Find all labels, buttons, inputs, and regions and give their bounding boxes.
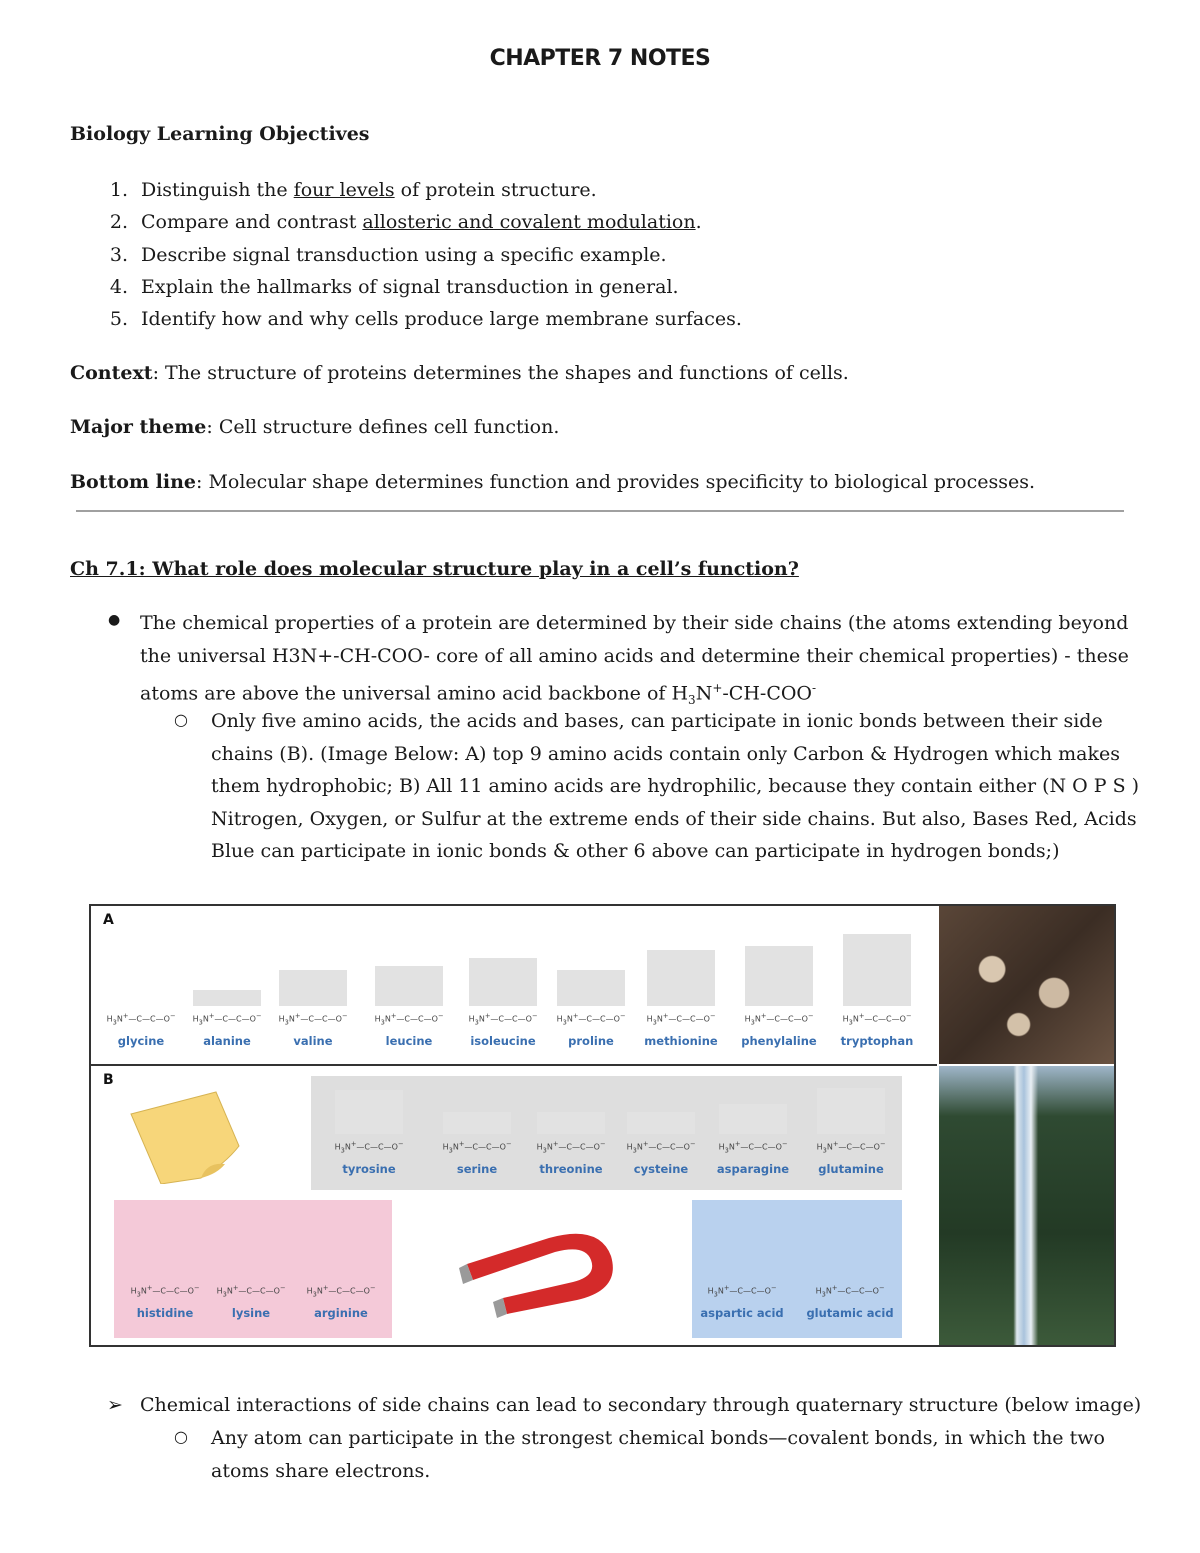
backbone-structure: $H_3N^+—C—C—O^-$ [815,1284,885,1299]
backbone-structure: $H_3N^+—C—C—O^-$ [374,1012,444,1027]
bullet-line: Any atom can participate in the strongest chemical bonds—covalent bonds, in which the two [211,1427,1105,1449]
objective-item [104,174,1144,206]
objective-number: 2. [109,211,128,234]
amino-acid-name: proline [568,1034,614,1048]
side-chain-box [627,1112,695,1134]
side-chain-box [537,1112,605,1134]
backbone-structure: $H_3N^+—C—C—O^-$ [192,1012,262,1027]
side-chain-box [375,966,443,1006]
side-chain-box [443,1112,511,1134]
backbone-structure: $H_3N^+—C—C—O^-$ [306,1284,376,1299]
backbone-structure: $H_3N^+—C—C—O^-$ [106,1012,176,1027]
backbone-structure: $H_3N^+—C—C—O^-$ [744,1012,814,1027]
backbone-structure: $H_3N^+—C—C—O^-$ [718,1140,788,1155]
formula-text: -CH-COO [722,682,813,705]
objective-text: Identify how and why cells produce large membrane surfaces. [141,308,742,331]
backbone-structure: $H_3N^+—C—C—O^-$ [707,1284,777,1299]
theme-line [70,411,559,444]
bullet-1-line: the universal H3N+-CH-COO- core of all amino acids and determine their chemical properties) - these [140,644,1129,667]
backbone-structure: $H_3N^+—C—C—O^-$ [816,1140,886,1155]
arrow-bullet-icon: ➢ [107,1394,123,1416]
sticky-note-icon [121,1084,251,1184]
amino-acid-name: leucine [385,1034,433,1048]
bullet-line: Only five amino acids, the acids and bases, can participate in ionic bonds between their side [211,710,1103,732]
objective-item [104,206,1144,238]
bottom-label: Bottom line [70,471,197,493]
amino-acid-name: asparagine [716,1162,790,1176]
side-chain-box [719,1104,787,1134]
amino-acid-name: threonine [539,1162,603,1176]
arrow-bullet: Chemical interactions of side chains can lead to secondary through quaternary structure (below image) [140,1394,1142,1416]
panel-a-label: A [103,912,114,928]
objective-number: 5. [109,308,128,331]
objective-text: Describe signal transduction using a specific example. [141,243,667,266]
circle-bullet-icon: ○ [174,710,188,729]
bullet-line: Blue can participate in ionic bonds & other 6 above can participate in hydrogen bonds;) [211,840,1060,862]
formula-sup: - [812,681,817,695]
bullet-1 [140,607,1140,717]
panel-a [91,906,937,1066]
backbone-structure: $H_3N^+—C—C—O^-$ [646,1012,716,1027]
objective-text: Distinguish the four levels of protein structure. [141,179,597,201]
objective-item [104,303,1144,335]
amino-acid-name: alanine [203,1034,251,1048]
context-label: Context [70,362,153,384]
side-chain-box [335,1090,403,1134]
section-heading: Ch 7.1: What role does molecular structure play in a cell’s function? [70,558,799,580]
objective-number: 3. [109,243,128,266]
amino-acid-name: histidine [136,1306,194,1320]
objectives-list [104,174,1144,335]
panel-b-label: B [103,1072,114,1088]
bullet-line: atoms share electrons. [211,1459,431,1482]
section-divider [76,510,1124,512]
context-line [70,357,849,390]
bottom-line [70,466,1035,499]
amino-acid-name: tyrosine [342,1162,396,1176]
side-chain-box [193,990,261,1006]
bottom-text: : Molecular shape determines function and provides specificity to biological processes. [196,471,1036,493]
side-chain-box [469,958,537,1006]
amino-acid-name: lysine [231,1306,271,1320]
sub-bullet-1 [211,705,1141,868]
circle-bullet-icon: ○ [174,1427,188,1446]
objective-number: 1. [109,179,128,201]
context-text: : The structure of proteins determines the shapes and functions of cells. [152,362,849,384]
amino-acid-name: serine [456,1162,498,1176]
amino-acid-name: glycine [117,1034,165,1048]
objective-text: Compare and contrast allosteric and covalent modulation. [141,211,702,234]
objectives-heading: Biology Learning Objectives [70,123,370,145]
bullet-line: Nitrogen, Oxygen, or Sulfur at the extreme ends of their side chains. But also, Bases Red, Acids [211,807,1137,830]
objective-text: Explain the hallmarks of signal transduction in general. [141,275,679,298]
objective-item [104,271,1144,303]
backbone-structure: $H_3N^+—C—C—O^-$ [216,1284,286,1299]
water-droplets-photo [939,906,1116,1064]
magnet-icon [459,1220,639,1320]
backbone-structure: $H_3N^+—C—C—O^-$ [442,1140,512,1155]
sub-bullet-2 [211,1422,1141,1487]
side-chain-box [647,950,715,1006]
formula-sup: + [712,681,723,695]
side-chain-box [557,970,625,1006]
page-title: CHAPTER 7 NOTES [489,46,711,71]
backbone-structure: $H_3N^+—C—C—O^-$ [626,1140,696,1155]
backbone-structure: $H_3N^+—C—C—O^-$ [278,1012,348,1027]
amino-acid-name: arginine [314,1306,368,1320]
backbone-structure: $H_3N^+—C—C—O^-$ [130,1284,200,1299]
objective-item [104,239,1144,271]
panel-b [91,1066,937,1345]
backbone-structure: $H_3N^+—C—C—O^-$ [842,1012,912,1027]
side-chain-box [843,934,911,1006]
amino-acid-name: isoleucine [470,1034,536,1048]
theme-text: : Cell structure defines cell function. [206,416,560,438]
side-chain-box [745,946,813,1006]
formula-sub: 3 [688,693,696,708]
side-chain-box [817,1088,885,1134]
amino-acid-name: methionine [644,1034,718,1048]
formula-text: N [695,682,713,705]
amino-acid-name: valine [293,1034,333,1048]
side-chain-box [279,970,347,1006]
formula-text: atoms are above the universal amino acid backbone of H [140,682,689,705]
bullet-line: chains (B). (Image Below: A) top 9 amino acids contain only Carbon & Hydrogen which makes [211,742,1120,765]
backbone-structure: $H_3N^+—C—C—O^-$ [468,1012,538,1027]
objective-number: 4. [109,275,128,298]
amino-acid-name: tryptophan [840,1034,914,1048]
backbone-structure: $H_3N^+—C—C—O^-$ [556,1012,626,1027]
amino-acid-figure [89,904,1116,1347]
amino-acid-name: phenylaline [741,1034,817,1048]
waterfall-forest-photo [939,1066,1116,1345]
bullet-line: them hydrophobic; B) All 11 amino acids are hydrophilic, because they contain either (N O P S ) [211,775,1140,797]
backbone-structure: $H_3N^+—C—C—O^-$ [536,1140,606,1155]
amino-acid-name: cysteine [633,1162,689,1176]
bullet-1-line: The chemical properties of a protein are determined by their side chains (the atoms extending beyond [140,612,1129,634]
amino-acid-name: aspartic acid [700,1306,784,1320]
bullet-dot-icon: ● [108,612,121,628]
amino-acid-name: glutamine [818,1162,884,1176]
amino-acid-name: glutamic acid [806,1306,894,1320]
theme-label: Major theme [70,416,207,438]
backbone-structure: $H_3N^+—C—C—O^-$ [334,1140,404,1155]
